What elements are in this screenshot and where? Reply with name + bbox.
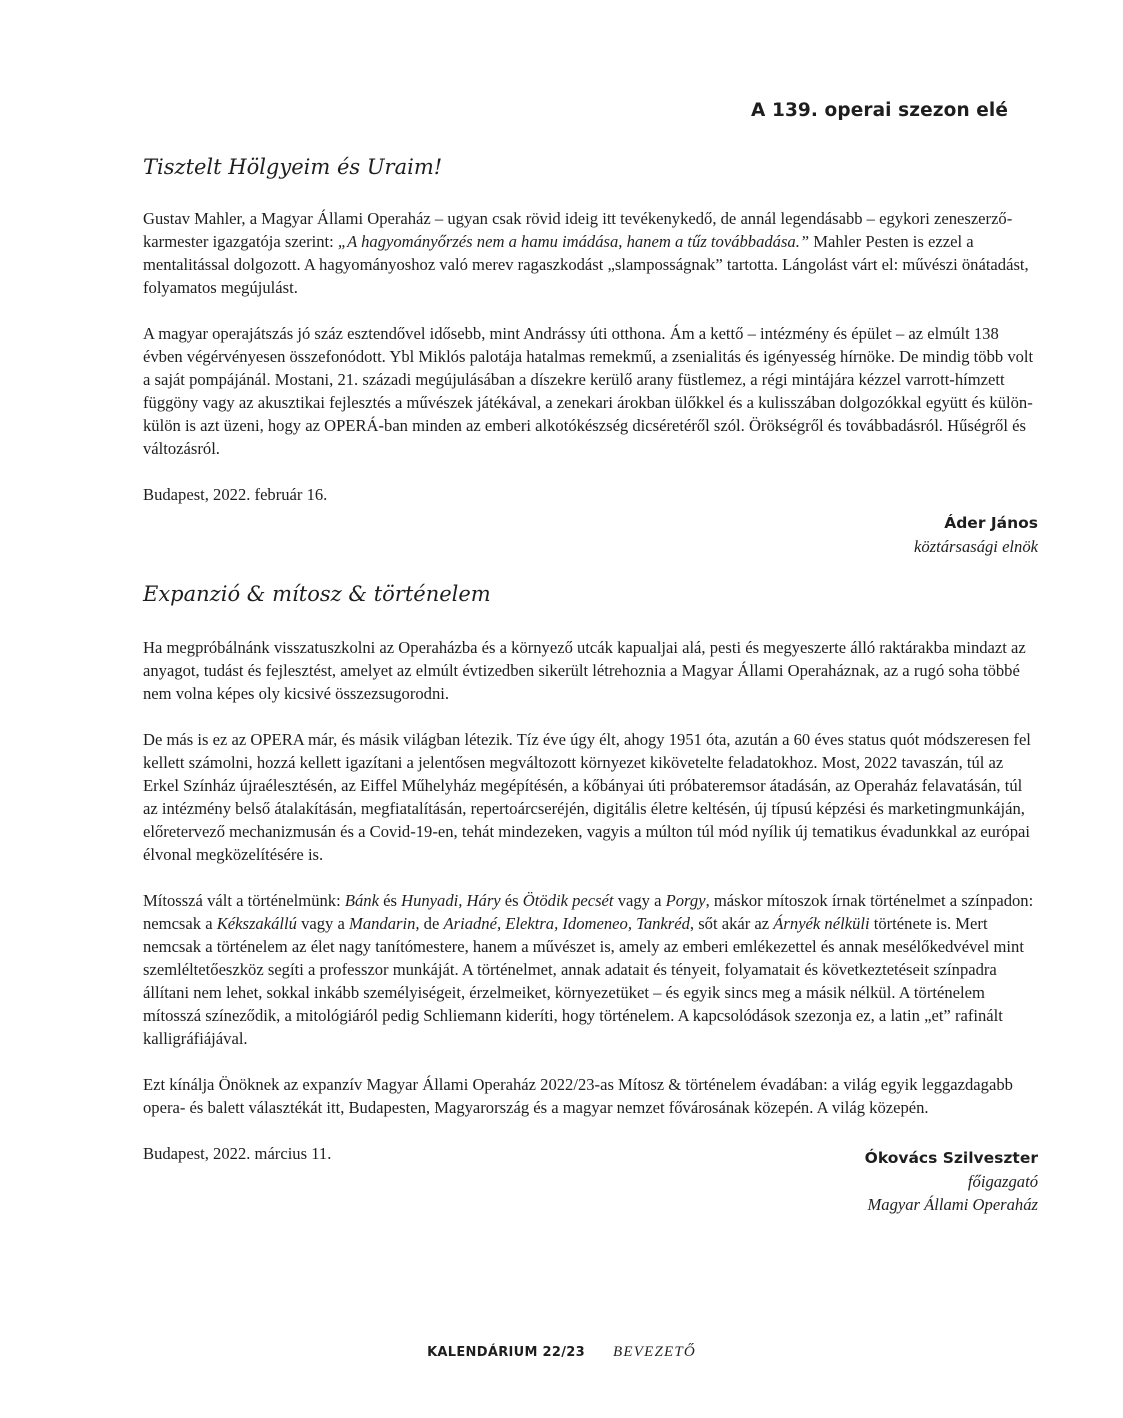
text-run: és: [500, 891, 523, 910]
section-heading: Tisztelt Hölgyeim és Uraim!: [143, 155, 443, 179]
section-body: [143, 207, 1038, 506]
text-run: Mahler Pesten is ezzel a mentalitással dolgozott. A hagyományoshoz való merev ragaszkodást „slamposságnak” tartotta. Lángolást várt el: művészi önátadást, folyamatos megújulást.: [143, 232, 1029, 297]
page-footer: [0, 1343, 1123, 1361]
signer-name: Ókovács Szilveszter: [864, 1149, 1038, 1167]
page-header-title: A 139. operai szezon elé: [751, 100, 1008, 121]
text-run: , sőt akár az: [689, 914, 774, 933]
text-run: vagy a: [296, 914, 349, 933]
text-run: vagy a: [613, 891, 666, 910]
signer-organization: Magyar Állami Operaház: [867, 1195, 1038, 1214]
section-director-letter: [143, 579, 1038, 1216]
footer-section: BEVEZETŐ: [613, 1344, 696, 1360]
paragraph: Ha megpróbálnánk visszatuszkolni az Operaházba és a környező utcák kapualjai alá, pesti és megyeszerte álló raktárakba mindazt az anyagot, tudást és fejlesztést, amelyet az elmúlt évtizedben sikerült létrehoznia a Magyar Állami Operaháznak, az a rugó soha többé nem volna képes oly kicsivé összezsugorodni.: [143, 638, 1026, 703]
paragraph: [143, 889, 1038, 1050]
letter-date: Budapest, 2022. március 11.: [143, 1144, 332, 1163]
work-title: Ötödik pecsét: [522, 891, 614, 910]
work-title: Porgy: [665, 891, 706, 910]
paragraph: De más is ez az OPERA már, és másik világban létezik. Tíz éve úgy élt, ahogy 1951 óta, azután a 60 éves status quót módszeresen fel kellett számolni, hozzá kellett igazítani a jelentősen megváltozott környezet kikövetelte feladatokhoz. Most, 2022 tavaszán, túl az Erkel Színház újraélesztésén, az Eiffel Műhelyház megépítésén, a kőbányai úti próbateremsor átadásán, az Operaház felavatásán, túl az intézmény belső átalakításán, megfiatalításán, repertoárcseréjén, digitális életre keltésén, új típusú képzési és marketingmunkáján, előretervező mechanizmusán és a Covid-19-en, tehát mindezeken, vagyis a múlton túl mód nyílik új tematikus évadunkkal az európai élvonal megközelítésére is.: [143, 730, 1031, 864]
text-run: Gustav Mahler, a Magyar Állami Operaház – ugyan csak rövid ideig itt tevékenykedő, de annál legendásabb – egykori zeneszerző-karmester igazgatója szerint:: [143, 209, 1013, 251]
signature-block: [143, 512, 1038, 558]
text-run: de: [419, 914, 444, 933]
section-body: [143, 636, 1038, 1165]
work-title: Hunyadi, Háry: [401, 891, 501, 910]
signer-role: főigazgató: [967, 1172, 1038, 1191]
text-run: Mítosszá vált a történelmünk:: [143, 891, 345, 910]
signer-name: Áder János: [944, 514, 1038, 532]
text-run: és: [378, 891, 402, 910]
work-title: Kékszakállú: [216, 914, 297, 933]
paragraph: Ezt kínálja Önöknek az expanzív Magyar Állami Operaház 2022/23-as Mítosz & történelem évadában: a világ egyik leggazdagabb opera- és balett választékát itt, Budapesten, Magyarország és a magyar nemzet fővárosának közepén. A világ közepén.: [143, 1075, 1013, 1117]
work-title: Ariadné, Elektra, Idomeneo, Tankréd: [443, 914, 690, 933]
paragraph: [143, 207, 1038, 299]
work-title: Bánk: [344, 891, 379, 910]
text-run: , máskor mítoszok írnak történelmet a színpadon: nemcsak a: [143, 891, 1034, 933]
mahler-quote: „A hagyományőrzés nem a hamu imádása, hanem a tűz továbbadása.”: [337, 232, 810, 251]
signer-role: köztársasági elnök: [914, 537, 1038, 556]
text-run: története is. Mert nemcsak a történelem az élet nagy tanítómestere, hanem a művészet is, amely az emberi emlékezettel és annak mesélőkedvével mint szemléltetőeszköz segíti a professzor munkáját. A történelmet, annak adatait és tényeit, folyamatait és következtetéseit színpadra állítani nem lehet, sokkal inkább személyiségeit, érzelmeiket, környezetüket – és egyik sincs meg a másik nélkül. A történelem mítosszá színeződik, a mitológiáról pedig Schliemann kideríti, hogy történelem. A kapcsolódások szezonja ez, a latin „et” rafinált kalligráfiájával.: [143, 914, 1024, 1048]
section-heading: Expanzió & mítosz & történelem: [143, 582, 491, 606]
letter-date: Budapest, 2022. február 16.: [143, 485, 328, 504]
work-title: Mandarin,: [349, 914, 420, 933]
work-title: Árnyék nélküli: [773, 914, 870, 933]
footer-publication: KALENDÁRIUM 22/23: [427, 1345, 585, 1360]
section-president-letter: [143, 152, 1038, 558]
paragraph: A magyar operajátszás jó száz esztendővel idősebb, mint Andrássy úti otthona. Ám a kettő – intézmény és épület – az elmúlt 138 évben végérvényesen összefonódott. Ybl Miklós palotája hatalmas remekmű, a zsenialitás és igényesség hírnöke. De mindig több volt a saját pompájánál. Mostani, 21. századi megújulásában a díszekre kerülő arany füstlemez, a régi mintájára kézzel varrott-hímzett függöny vagy az akusztikai fejlesztés a művészek játékával, a zenekari árokban ülőkkel és a kulisszában dolgozókkal együtt és külön-külön is azt üzeni, hogy az OPERÁ-ban minden az emberi alkotókészség dicséretéről szól. Örökségről és továbbadásról. Hűségről és változásról.: [143, 324, 1034, 458]
